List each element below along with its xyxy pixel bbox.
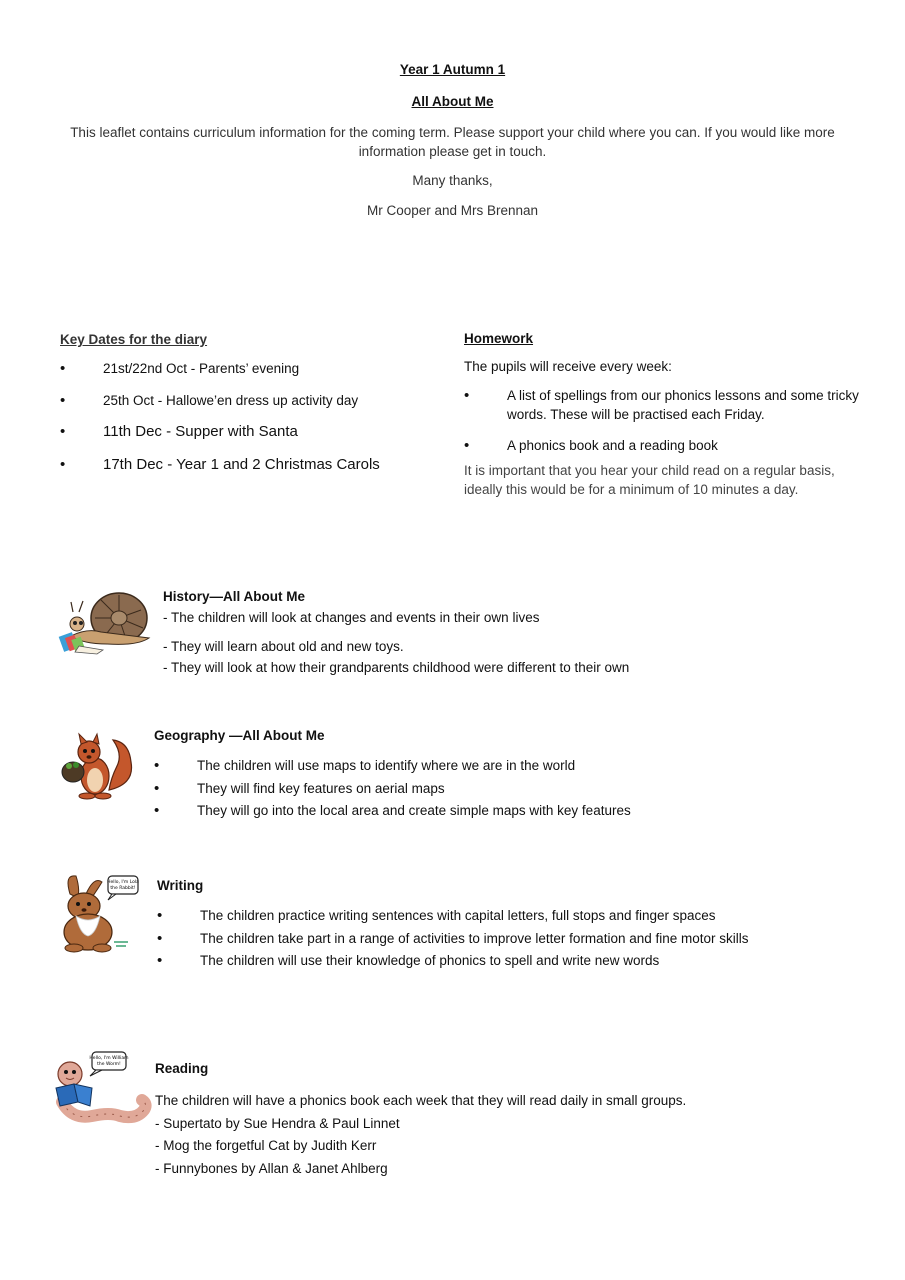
history-line: - The children will look at changes and events in their own lives <box>163 610 540 625</box>
worm-icon <box>52 1050 152 1126</box>
reading-lead: The children will have a phonics book each week that they will read daily in small groups. <box>155 1093 687 1108</box>
homework-note: It is important that you hear your child read on a regular basis, ideally this would be for a minimum of 10 minutes a day. <box>464 463 835 497</box>
snail-icon <box>57 588 153 658</box>
rabbit-icon <box>56 872 142 958</box>
list-item: • The children will use maps to identify where we are in the world <box>154 756 854 775</box>
history-line: - They will learn about old and new toys. <box>163 639 404 654</box>
svg-text:the Rabbit!: the Rabbit! <box>110 886 136 891</box>
homework-section <box>464 331 859 499</box>
list-item: • The children take part in a range of activities to improve letter formation and fine motor skills <box>157 929 857 948</box>
list-item: • They will find key features on aerial maps <box>154 779 854 798</box>
reading-heading: Reading <box>155 1061 209 1076</box>
geography-heading: Geography —All About Me <box>154 728 325 743</box>
worm-bubble-text: Hello, I'm William <box>89 1056 129 1061</box>
list-item: • A phonics book and a reading book <box>464 436 859 455</box>
geography-list <box>154 756 854 820</box>
key-dates-section <box>60 332 440 475</box>
writing-section <box>157 878 857 970</box>
thanks-text: Many thanks, <box>412 173 493 188</box>
reading-book: - Funnybones by Allan & Janet Ahlberg <box>155 1160 388 1176</box>
list-item: • A list of spellings from our phonics lessons and some tricky words. These will be practised each Friday. <box>464 386 859 424</box>
squirrel-icon <box>57 732 137 802</box>
list-item: • The children practice writing sentences with capital letters, full stops and finger spaces <box>157 906 857 925</box>
homework-heading: Homework <box>464 331 534 346</box>
rabbit-bubble-text: Hello, I'm Lola <box>107 880 139 885</box>
history-section <box>163 589 863 675</box>
homework-list <box>464 386 859 455</box>
page-title: Year 1 Autumn 1 <box>399 62 506 77</box>
svg-text:the Worm!: the Worm! <box>97 1062 121 1067</box>
reading-book: - Supertato by Sue Hendra & Paul Linnet <box>155 1115 400 1131</box>
reading-section <box>155 1061 855 1178</box>
writing-heading: Writing <box>157 878 204 893</box>
list-item: • 11th Dec - Supper with Santa <box>60 422 440 442</box>
key-dates-list <box>60 359 440 475</box>
writing-list <box>157 906 857 970</box>
list-item: • The children will use their knowledge of phonics to spell and write new words <box>157 951 857 970</box>
list-item: • 17th Dec - Year 1 and 2 Christmas Carols <box>60 455 440 475</box>
key-dates-heading: Key Dates for the diary <box>60 332 208 347</box>
signature-text: Mr Cooper and Mrs Brennan <box>366 203 539 218</box>
list-item: • 25th Oct - Hallowe’en dress up activity day <box>60 391 440 410</box>
geography-section <box>154 728 854 820</box>
list-item: • They will go into the local area and create simple maps with key features <box>154 801 854 820</box>
intro-text: This leaflet contains curriculum information for the coming term. Please support your child where you can. If you would like more information please get in touch. <box>70 125 835 159</box>
reading-book: - Mog the forgetful Cat by Judith Kerr <box>155 1138 377 1153</box>
homework-lead: The pupils will receive every week: <box>464 359 672 374</box>
history-heading: History—All About Me <box>163 589 306 604</box>
list-item: • 21st/22nd Oct - Parents’ evening <box>60 359 440 378</box>
history-line: - They will look at how their grandparents childhood were different to their own <box>163 660 630 675</box>
page-subtitle: All About Me <box>411 94 494 109</box>
